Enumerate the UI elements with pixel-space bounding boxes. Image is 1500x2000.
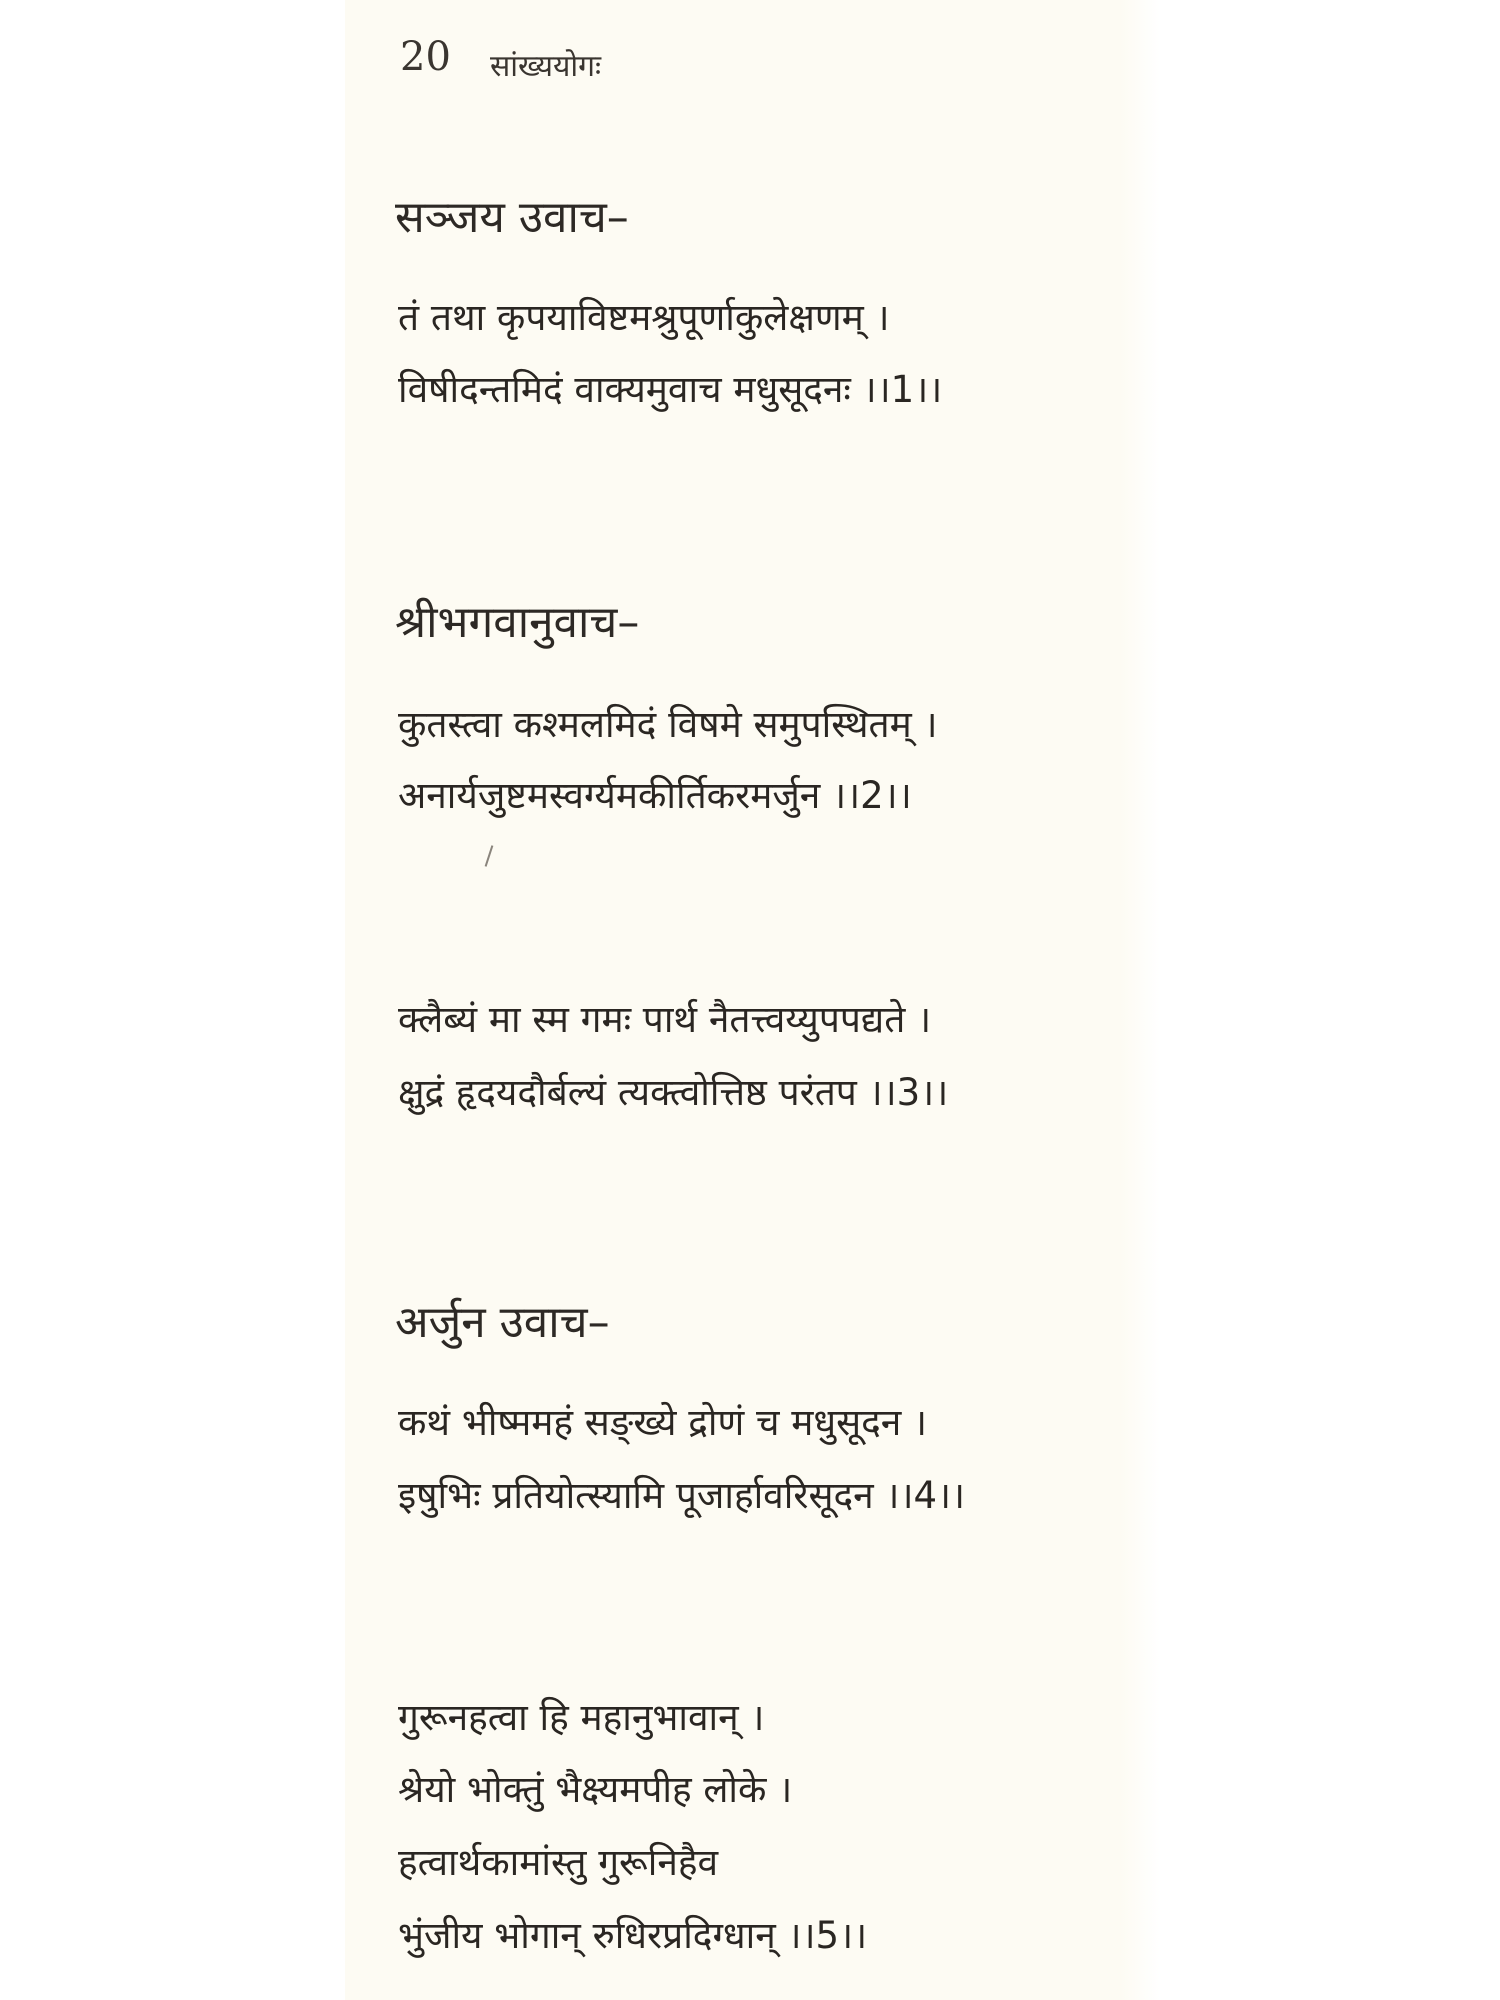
speaker-heading-arjuna: अर्जुन उवाच–: [395, 1297, 610, 1348]
verse-3-line-2: क्षुद्रं हृदयदौर्बल्यं त्यक्त्वोत्तिष्ठ परंतप ।।3।।: [398, 1071, 949, 1114]
verse-5-line-3: हत्वार्थकामांस्तु गुरूनिहैव: [398, 1841, 719, 1884]
speaker-heading-shribhagavan: श्रीभगवानुवाच–: [395, 597, 640, 648]
verse-5-line-4: भुंजीय भोगान् रुधिरप्रदिग्धान् ।।5।।: [398, 1914, 868, 1957]
chapter-title: सांख्ययोगः: [490, 49, 602, 84]
verse-1-line-2: विषीदन्तमिदं वाक्यमुवाच मधुसूदनः ।।1।।: [398, 368, 943, 411]
verse-5-line-1: गुरूनहत्वा हि महानुभावान् ।: [398, 1696, 765, 1739]
verse-4-line-2: इषुभिः प्रतियोत्स्यामि पूजार्हावरिसूदन ।।4।।: [398, 1474, 966, 1517]
verse-2-line-2: अनार्यजुष्टमस्वर्ग्यमकीर्तिकरमर्जुन ।।2।।: [398, 774, 912, 817]
verse-5-line-2: श्रेयो भोक्तुं भैक्ष्यमपीह लोके ।: [398, 1768, 793, 1811]
verse-1-line-1: तं तथा कृपयाविष्टमश्रुपूर्णाकुलेक्षणम् ।: [398, 296, 890, 339]
verse-4-line-1: कथं भीष्ममहं सङ्ख्ये द्रोणं च मधुसूदन ।: [398, 1401, 928, 1444]
page-number: 20: [400, 34, 451, 80]
speaker-heading-sanjaya: सञ्जय उवाच–: [395, 192, 629, 243]
page-edge-shadow: [1120, 0, 1160, 2000]
verse-3-line-1: क्लैब्यं मा स्म गमः पार्थ नैतत्त्वय्युपपद्यते ।: [398, 998, 932, 1041]
verse-2-line-1: कुतस्त्वा कश्मलमिदं विषमे समुपस्थितम् ।: [398, 703, 938, 746]
